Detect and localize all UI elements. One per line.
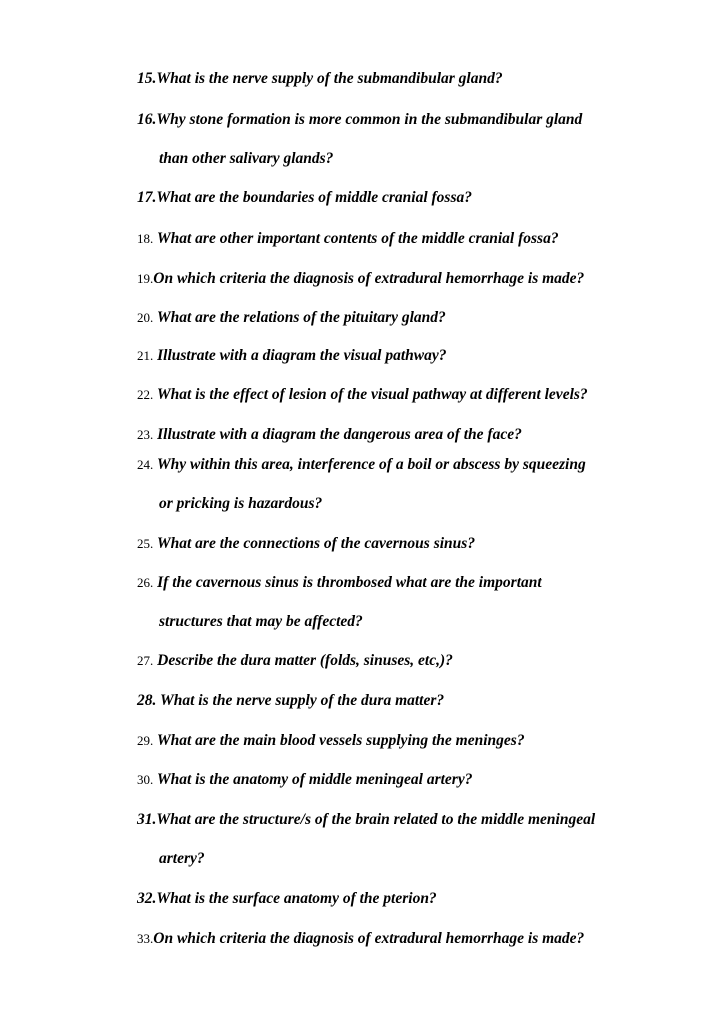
question-text: What is the surface anatomy of the pterion? bbox=[156, 890, 437, 907]
question-text: What is the effect of lesion of the visual pathway at different levels? bbox=[153, 386, 588, 403]
question-24-continuation: or pricking is hazardous? bbox=[159, 495, 323, 512]
question-text: Why within this area, interference of a boil or abscess by squeezing bbox=[153, 456, 586, 473]
question-number: 22. bbox=[137, 387, 154, 402]
question-text: On which criteria the diagnosis of extradural hemorrhage is made? bbox=[153, 270, 585, 287]
question-number: 15. bbox=[137, 70, 157, 87]
question-text: Illustrate with a diagram the visual pathway? bbox=[153, 347, 447, 364]
question-number: 17. bbox=[137, 189, 157, 206]
question-31-continuation: artery? bbox=[159, 850, 205, 867]
question-number: 28. bbox=[137, 692, 157, 709]
question-number: 19. bbox=[137, 271, 154, 286]
question-text: Illustrate with a diagram the dangerous area of the face? bbox=[153, 426, 522, 443]
question-number: 18. bbox=[137, 231, 154, 246]
question-text: What are the main blood vessels supplying the meninges? bbox=[153, 732, 525, 749]
question-number: 26. bbox=[137, 575, 154, 590]
question-number: 31. bbox=[137, 811, 157, 828]
question-text: What is the anatomy of middle meningeal artery? bbox=[153, 771, 473, 788]
question-number: 29. bbox=[137, 733, 154, 748]
question-text: What are the boundaries of middle cranial fossa? bbox=[156, 189, 472, 206]
question-number: 30. bbox=[137, 772, 154, 787]
question-text: Describe the dura matter (folds, sinuses, etc,)? bbox=[153, 652, 453, 669]
question-19 bbox=[137, 270, 584, 288]
question-text: What are the relations of the pituitary gland? bbox=[153, 309, 446, 326]
question-text: If the cavernous sinus is thrombosed what are the important bbox=[153, 574, 542, 591]
question-29 bbox=[137, 732, 525, 750]
question-23 bbox=[137, 426, 522, 444]
question-16 bbox=[137, 111, 582, 129]
question-text: What are the connections of the cavernous sinus? bbox=[153, 535, 476, 552]
question-text: What is the nerve supply of the dura matter? bbox=[156, 692, 445, 709]
question-text: What are the structure/s of the brain related to the middle meningeal bbox=[156, 811, 596, 828]
question-17 bbox=[137, 189, 472, 207]
question-26-continuation: structures that may be affected? bbox=[159, 613, 363, 630]
question-text: On which criteria the diagnosis of extradural hemorrhage is made? bbox=[153, 930, 585, 947]
question-33 bbox=[137, 930, 584, 948]
question-number: 25. bbox=[137, 536, 154, 551]
question-text: What are other important contents of the middle cranial fossa? bbox=[153, 230, 559, 247]
question-number: 32. bbox=[137, 890, 157, 907]
question-24 bbox=[137, 456, 586, 474]
question-31 bbox=[137, 811, 595, 829]
question-18 bbox=[137, 230, 559, 248]
question-22 bbox=[137, 386, 588, 404]
question-20 bbox=[137, 309, 446, 327]
question-15 bbox=[137, 70, 503, 88]
question-number: 21. bbox=[137, 348, 154, 363]
question-28 bbox=[137, 692, 444, 710]
question-26 bbox=[137, 574, 542, 592]
question-number: 20. bbox=[137, 310, 154, 325]
question-16-continuation: than other salivary glands? bbox=[159, 150, 334, 167]
question-32 bbox=[137, 890, 437, 908]
question-text: Why stone formation is more common in the submandibular gland bbox=[156, 111, 583, 128]
question-number: 27. bbox=[137, 653, 154, 668]
question-number: 24. bbox=[137, 457, 154, 472]
question-text: What is the nerve supply of the submandibular gland? bbox=[156, 70, 503, 87]
question-21 bbox=[137, 347, 447, 365]
question-27 bbox=[137, 652, 453, 670]
question-number: 23. bbox=[137, 427, 154, 442]
question-25 bbox=[137, 535, 475, 553]
question-30 bbox=[137, 771, 472, 789]
question-number: 33. bbox=[137, 931, 154, 946]
question-number: 16. bbox=[137, 111, 157, 128]
